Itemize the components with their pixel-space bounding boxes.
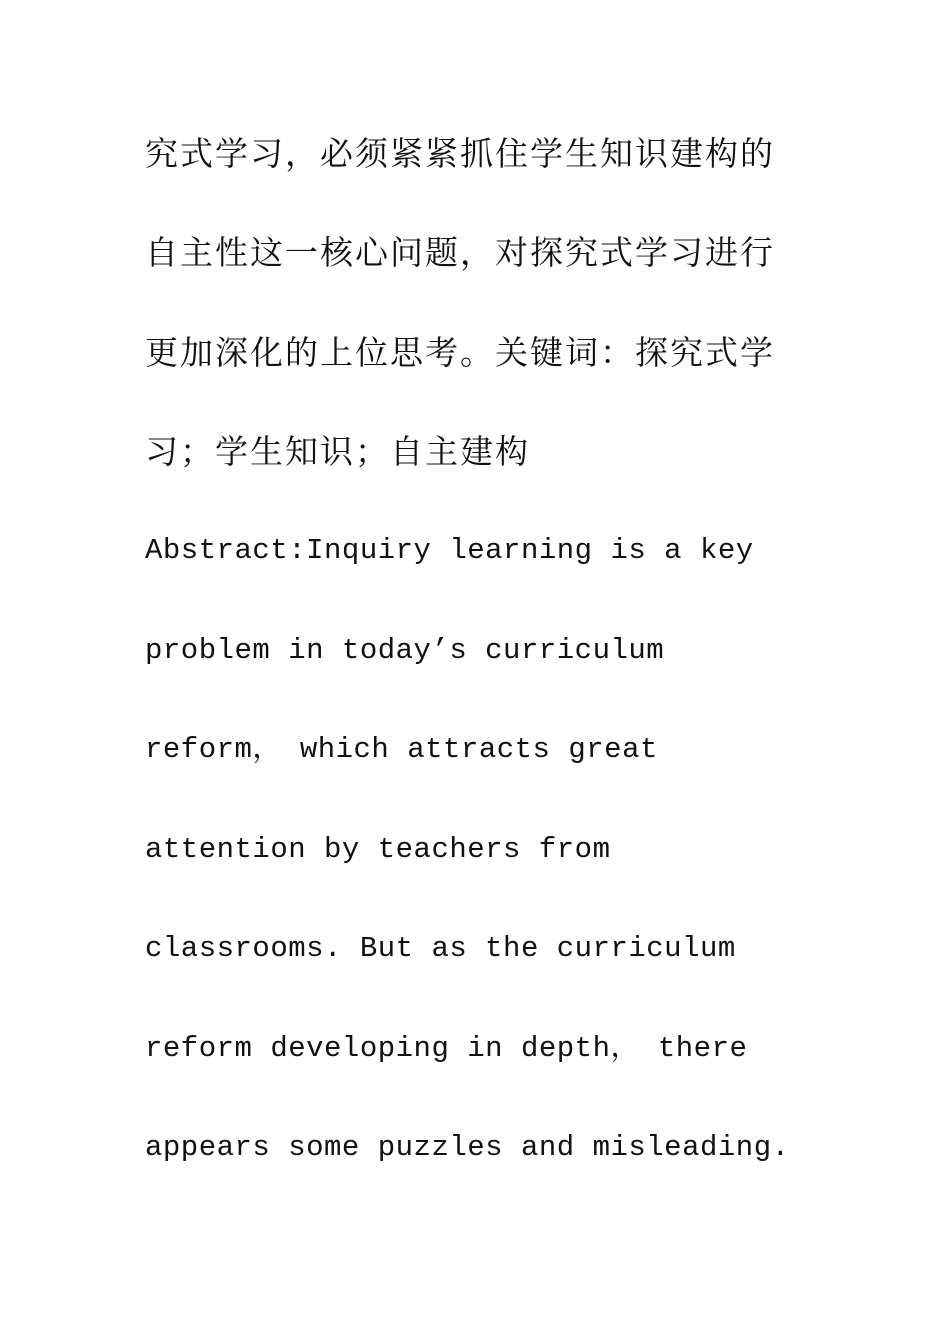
abstract-text-line-4: attention by teachers from	[145, 833, 611, 866]
body-text-line-4: 习；学生知识；自主建构	[145, 432, 530, 471]
body-text-line-3: 更加深化的上位思考。关键词：探究式学	[145, 333, 775, 372]
abstract-text-line-2: problem in today’s curriculum	[145, 634, 665, 667]
abstract-text-line-5: classrooms. But as the curriculum	[145, 932, 736, 965]
body-text-line-1: 究式学习，必须紧紧抓住学生知识建构的	[145, 134, 775, 173]
abstract-text-line-6: reform developing in depth， there	[145, 1032, 748, 1065]
abstract-text-line-7: appears some puzzles and misleading.	[145, 1131, 790, 1164]
abstract-text-line-1: Abstract:Inquiry learning is a key	[145, 534, 754, 567]
abstract-text-line-3: reform， which attracts great	[145, 733, 658, 766]
body-text-line-2: 自主性这一核心问题，对探究式学习进行	[145, 233, 775, 272]
